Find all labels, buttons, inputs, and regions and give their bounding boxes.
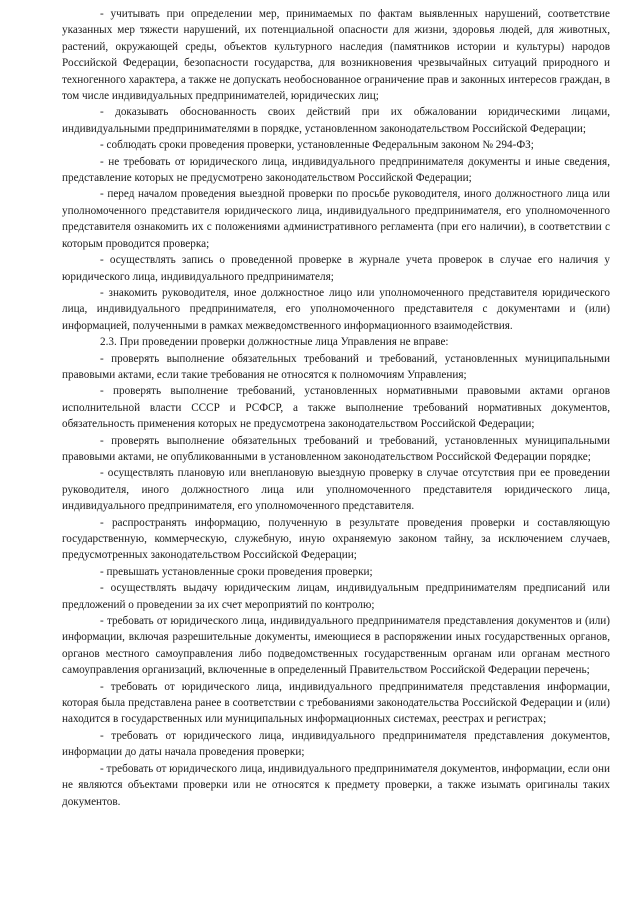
paragraph-inspection-without-representative: - осуществлять плановую или внеплановую выездную проверку в случае отсутствия при ее проведении руководителя, иного должностного лица или уполномоченного представителя юридического лица, индивидуального предпринимателя, его уполномоченного представителя. bbox=[62, 467, 610, 513]
paragraph-share-information: - знакомить руководителя, иное должностное лицо или уполномоченного представителя юридического лица, индивидуального предпринимателя, его уполномоченного представителя с документами и (или) информацией, полученными в рамках межведомственного информационного взаимодействия. bbox=[62, 286, 610, 332]
paragraph-check-ussr-acts: - проверять выполнение требований, установленных нормативными правовыми актами органов исполнительной власти СССР и РСФСР, а также выполнение требований нормативных документов, обязательность применения которых не предусмотрена законодательством Российской Федерации; bbox=[62, 385, 610, 431]
paragraph-request-irrelevant-documents: - требовать от юридического лица, индивидуального предпринимателя документов, информации, если они не являются объектами проверки или не относятся к предмету проверки, а также изымать оригиналы таких документов. bbox=[62, 762, 610, 808]
paragraph-check-municipal-requirements: - проверять выполнение обязательных требований и требований, установленных муниципальными правовыми актами, если такие требования не относятся к полномочиям Управления; bbox=[62, 352, 610, 381]
paragraph-observe-deadlines: - соблюдать сроки проведения проверки, установленные Федеральным законом № 294-ФЗ; bbox=[100, 139, 534, 152]
paragraph-request-previous-information: - требовать от юридического лица, индивидуального предпринимателя представления информации, которая была представлена ранее в соответствии с требованиями законодательства Российской Федерации и (или) находится в государственных или муниципальных информационных системах, реестрах и регистрах; bbox=[62, 680, 610, 726]
paragraph-consider-severity: - учитывать при определении мер, принимаемых по фактам выявленных нарушений, соответствие указанных мер тяжести нарушений, их потенциальной опасности для жизни, здоровья людей, для животных, растений, окружающей среды, объектов культурного наследия (памятников истории и культуры) народов Российской Федерации, безопасности государства, для возникновения чрезвычайных ситуаций природного и техногенного характера, а также не допускать необоснованное ограничение прав и законных интересов граждан, в том числе индивидуальных предпринимателей, юридических лиц; bbox=[62, 8, 610, 103]
paragraph-journal-entry: - осуществлять запись о проведенной проверке в журнале учета проверок в случае его наличия у юридического лица, индивидуального предпринимателя; bbox=[62, 254, 610, 283]
section-heading-2-3: 2.3. При проведении проверки должностные лица Управления не вправе: bbox=[100, 336, 449, 349]
paragraph-familiarize-regulation: - перед началом проведения выездной проверки по просьбе руководителя, иного должностного лица или уполномоченного представителя юридического лица, индивидуального предпринимателя, его уполномоченного представителя ознакомить их с положениями административного регламента (при его наличии), в соответствии с которым проводится проверка; bbox=[62, 188, 610, 250]
paragraph-request-before-start: - требовать от юридического лица, индивидуального предпринимателя представления документов, информации до даты начала проведения проверки; bbox=[62, 729, 610, 759]
paragraph-no-extra-documents: - не требовать от юридического лица, индивидуального предпринимателя документы и иные сведения, представление которых не предусмотрено законодательством Российской Федерации; bbox=[62, 155, 610, 185]
paragraph-issue-orders: - осуществлять выдачу юридическим лицам, индивидуальным предпринимателям предписаний или предложений о проведении за их счет мероприятий по контролю; bbox=[62, 582, 610, 611]
paragraph-disclose-secrets: - распространять информацию, полученную в результате проведения проверки и составляющую государственную, коммерческую, служебную, иную охраняемую законом тайну, за исключением случаев, предусмотренных законодательством Российской Федерации; bbox=[62, 516, 610, 562]
paragraph-check-unpublished-acts: - проверять выполнение обязательных требований и требований, установленных муниципальными правовыми актами, не опубликованными в установленном законодательством Российской Федерации порядке; bbox=[62, 434, 610, 463]
paragraph-exceed-deadlines: - превышать установленные сроки проведения проверки; bbox=[100, 565, 373, 578]
paragraph-prove-validity: - доказывать обоснованность своих действий при их обжаловании юридическими лицами, индивидуальными предпринимателями в порядке, установленном законодательством Российской Федерации; bbox=[62, 106, 610, 135]
paragraph-request-held-documents: - требовать от юридического лица, индивидуального предпринимателя представления документов и (или) информации, включая разрешительные документы, имеющиеся в распоряжении иных государственных органов, органов местного самоуправления либо подведомственных государственным органам или органам местного самоуправления организаций, включенные в определенный Правительством Российской Федерации перечень; bbox=[62, 615, 610, 677]
